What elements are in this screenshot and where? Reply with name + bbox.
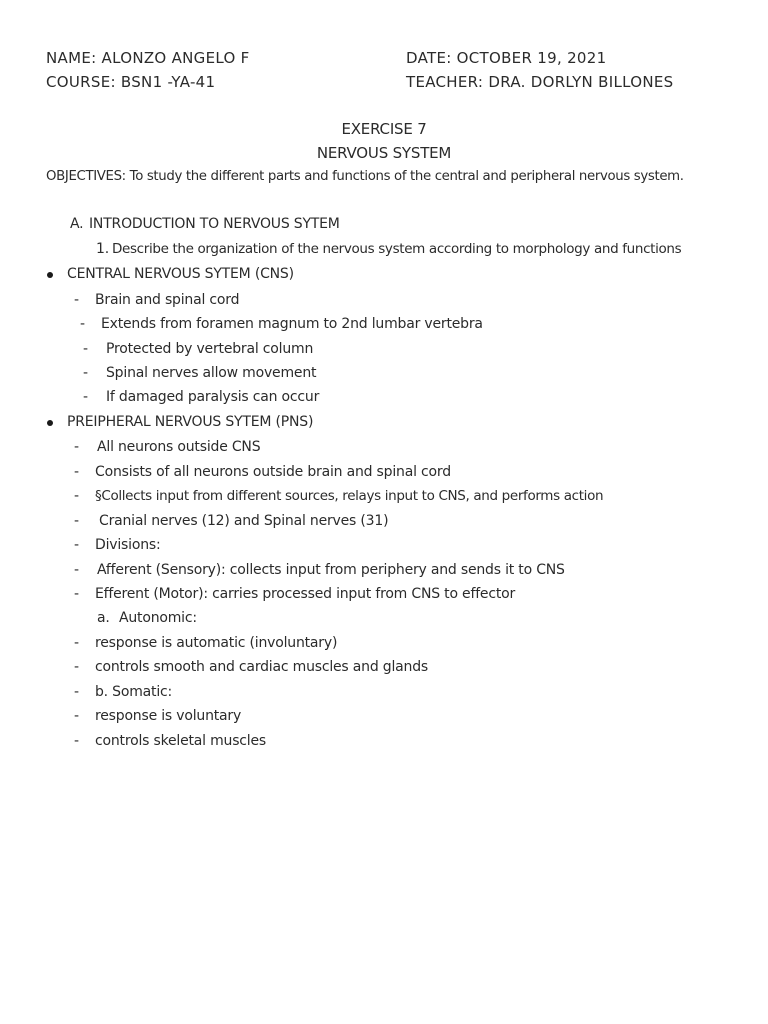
exercise-title: EXERCISE 7 xyxy=(341,120,427,138)
section-a-marker: A. xyxy=(70,216,84,232)
dash-marker: - xyxy=(74,659,79,675)
list-item: All neurons outside CNS xyxy=(97,439,261,455)
date: DATE: OCTOBER 19, 2021 xyxy=(406,49,607,67)
list-item: Divisions: xyxy=(95,537,161,553)
dash-marker: - xyxy=(83,341,88,357)
list-item: controls skeletal muscles xyxy=(95,733,266,749)
dash-marker: - xyxy=(83,365,88,381)
list-item: Protected by vertebral column xyxy=(106,341,314,357)
dash-marker: - xyxy=(74,488,79,504)
dash-marker: - xyxy=(74,439,79,455)
bullet-dot xyxy=(47,272,53,278)
bullet-dot xyxy=(47,420,53,426)
question-1-marker: 1. xyxy=(96,241,109,257)
list-item: Efferent (Motor): carries processed input from CNS to effector xyxy=(95,586,516,602)
dash-marker: - xyxy=(74,684,79,700)
list-item: If damaged paralysis can occur xyxy=(106,389,320,405)
list-item: response is automatic (involuntary) xyxy=(95,635,338,651)
list-item: response is voluntary xyxy=(95,708,242,724)
list-item: b. Somatic: xyxy=(95,684,173,700)
dash-marker: - xyxy=(74,586,79,602)
pns-heading: PREIPHERAL NERVOUS SYTEM (PNS) xyxy=(67,414,314,430)
dash-marker: - xyxy=(83,389,88,405)
dash-marker: - xyxy=(74,292,79,308)
question-1-text: Describe the organization of the nervous system according to morphology and functions xyxy=(112,241,682,257)
topic-title: NERVOUS SYSTEM xyxy=(316,144,452,162)
dash-marker: - xyxy=(74,733,79,749)
dash-marker: - xyxy=(74,537,79,553)
teacher: TEACHER: DRA. DORLYN BILLONES xyxy=(406,73,674,91)
student-name: NAME: ALONZO ANGELO F xyxy=(46,49,250,67)
autonomic-label: Autonomic: xyxy=(119,610,197,626)
list-item: Brain and spinal cord xyxy=(95,292,240,308)
list-item: §Collects input from different sources, relays input to CNS, and performs action xyxy=(95,488,604,504)
autonomic-marker: a. xyxy=(97,610,110,626)
dash-marker: - xyxy=(74,464,79,480)
list-item: controls smooth and cardiac muscles and glands xyxy=(95,659,428,675)
list-item: Extends from foramen magnum to 2nd lumbar vertebra xyxy=(101,316,483,332)
list-item: Spinal nerves allow movement xyxy=(106,365,317,381)
list-item: Cranial nerves (12) and Spinal nerves (31) xyxy=(99,513,389,529)
course: COURSE: BSN1 -YA-41 xyxy=(46,73,216,91)
list-item: Afferent (Sensory): collects input from periphery and sends it to CNS xyxy=(97,562,565,578)
dash-marker: - xyxy=(74,562,79,578)
dash-marker: - xyxy=(74,513,79,529)
cns-heading: CENTRAL NERVOUS SYTEM (CNS) xyxy=(67,266,294,282)
objectives: OBJECTIVES: To study the different parts and functions of the central and peripheral nervous system. xyxy=(46,169,684,184)
dash-marker: - xyxy=(74,635,79,651)
dash-marker: - xyxy=(74,708,79,724)
dash-marker: - xyxy=(80,316,85,332)
list-item: Consists of all neurons outside brain and spinal cord xyxy=(95,464,451,480)
section-a-title: INTRODUCTION TO NERVOUS SYTEM xyxy=(89,216,340,232)
